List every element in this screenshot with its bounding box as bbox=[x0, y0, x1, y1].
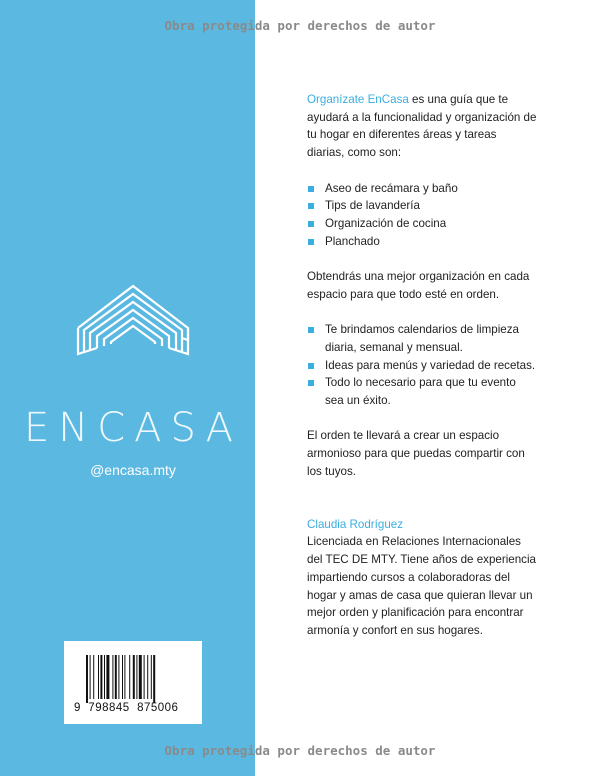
list-item: Aseo de recámara y baño bbox=[307, 180, 537, 198]
barcode-bar bbox=[106, 655, 109, 699]
barcode-bar bbox=[133, 655, 135, 699]
barcode-bar bbox=[100, 655, 102, 699]
list-item: Tips de lavandería bbox=[307, 197, 537, 215]
barcode-bar bbox=[93, 655, 94, 699]
barcode-number: 9 798845 875006 bbox=[74, 702, 179, 714]
list-item: Organización de cocina bbox=[307, 215, 537, 233]
list-item: Planchado bbox=[307, 233, 537, 251]
barcode-bar bbox=[147, 655, 148, 699]
barcode-bar bbox=[151, 655, 152, 699]
barcode-bar bbox=[153, 655, 155, 703]
isbn-barcode bbox=[64, 641, 202, 724]
barcode-bar bbox=[90, 655, 91, 699]
watermark-top: Obra protegida por derechos de autor bbox=[164, 18, 436, 33]
topics-list bbox=[307, 180, 537, 251]
author-name: Claudia Rodríguez bbox=[307, 517, 404, 531]
barcode-bar bbox=[98, 655, 99, 699]
back-cover-text bbox=[307, 91, 537, 640]
features-list bbox=[307, 321, 537, 410]
barcode-bar bbox=[139, 655, 142, 699]
barcode-bar bbox=[136, 655, 137, 699]
barcode-bars bbox=[64, 641, 202, 703]
organization-paragraph: Obtendrás una mejor organización en cada espacio para que todo esté en orden. bbox=[307, 270, 530, 301]
barcode-bar bbox=[86, 655, 88, 703]
brand-name: ENCASA bbox=[24, 405, 242, 451]
intro-paragraph: Organízate EnCasa es una guía que te ayudará a la funcionalidad y organización de tu hogar en diferentes áreas y tareas diarias, como son: bbox=[307, 93, 537, 160]
barcode-bar bbox=[122, 655, 123, 699]
list-item: Te brindamos calendarios de limpieza diaria, semanal y mensual. bbox=[307, 321, 537, 356]
barcode-bar bbox=[104, 655, 105, 699]
watermark-bottom: Obra protegida por derechos de autor bbox=[164, 743, 436, 758]
barcode-bar bbox=[112, 655, 113, 699]
barcode-bar bbox=[115, 655, 117, 699]
barcode-bar bbox=[118, 655, 119, 699]
barcode-bar bbox=[144, 655, 145, 699]
list-item: Todo lo necesario para que tu evento sea un éxito. bbox=[307, 374, 537, 409]
social-handle: @encasa.mty bbox=[90, 462, 176, 478]
house-logo-icon bbox=[70, 280, 196, 390]
closing-paragraph: El orden te llevará a crear un espacio armonioso para que puedas compartir con los tuyos. bbox=[307, 429, 525, 478]
barcode-bar bbox=[124, 655, 125, 699]
author-bio: Licenciada en Relaciones Internacionales del TEC DE MTY. Tiene años de experiencia impartiendo cursos a colaboradoras del hogar y amas de casa que quieran llevar un mejor orden y planificación para encontrar armonía y confort en sus hogares. bbox=[307, 535, 536, 637]
barcode-bar bbox=[129, 655, 130, 699]
list-item: Ideas para menús y variedad de recetas. bbox=[307, 357, 537, 375]
